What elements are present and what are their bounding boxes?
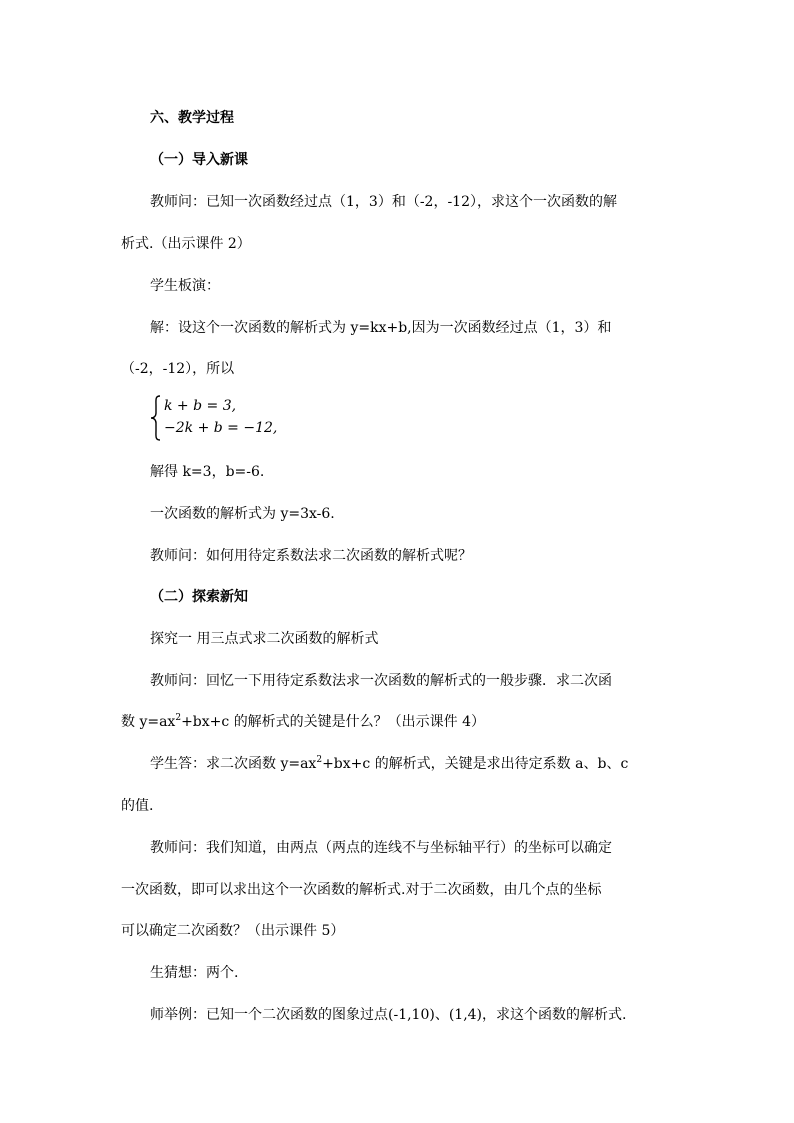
subsection-heading-2: （二）探索新知	[150, 589, 248, 605]
subsection-heading-1: （一）导入新课	[150, 152, 248, 168]
left-brace	[150, 394, 162, 442]
paragraph-line: 师举例：已知一个二次函数的图象过点(-1,10)、(1,4)，求这个函数的解析式.	[150, 1007, 627, 1023]
paragraph-line: 学生答：求二次函数 $y=ax^2+bx+c$ 的解析式，关键是求出待定系数 a、b、c	[150, 755, 629, 772]
paragraph-line: 教师问：我们知道，由两点（两点的连线不与坐标轴平行）的坐标可以确定	[150, 840, 612, 856]
paragraph-line: 解得 k=3，b=-6.	[150, 464, 265, 480]
paragraph-line: 一次函数，即可以求出这个一次函数的解析式.对于二次函数，由几个点的坐标	[121, 882, 602, 898]
paragraph-line: 学生板演：	[150, 278, 220, 294]
section-heading: 六、教学过程	[150, 110, 234, 126]
paragraph-line: 解：设这个一次函数的解析式为 y=kx+b,因为一次函数经过点（1，3）和	[150, 320, 612, 336]
paragraph-line: 教师问：如何用待定系数法求二次函数的解析式呢？	[150, 548, 472, 564]
equation-1: k + b = 3,	[164, 398, 237, 414]
paragraph-line: 生猜想：两个.	[150, 965, 239, 981]
paragraph-line: 可以确定二次函数？（出示课件 5）	[121, 923, 345, 939]
equation-2: −2k + b = −12,	[164, 420, 278, 436]
paragraph-line: 教师问：已知一次函数经过点（1，3）和（-2，-12），求这个一次函数的解	[150, 194, 617, 210]
paragraph-line: 一次函数的解析式为 y=3x-6.	[150, 506, 335, 522]
paragraph-line: 教师问：回忆一下用待定系数法求一次函数的解析式的一般步骤．求二次函	[150, 673, 612, 689]
paragraph-line: （-2，-12），所以	[121, 361, 235, 377]
equation-system	[150, 394, 290, 442]
paragraph-line: 析式.（出示课件 2）	[121, 236, 251, 252]
paragraph-line: 探究一 用三点式求二次函数的解析式	[150, 631, 379, 647]
paragraph-line: 的值.	[121, 798, 154, 814]
paragraph-line: 数 $y=ax^2+bx+c$ 的解析式的关键是什么？（出示课件 4）	[121, 713, 486, 730]
